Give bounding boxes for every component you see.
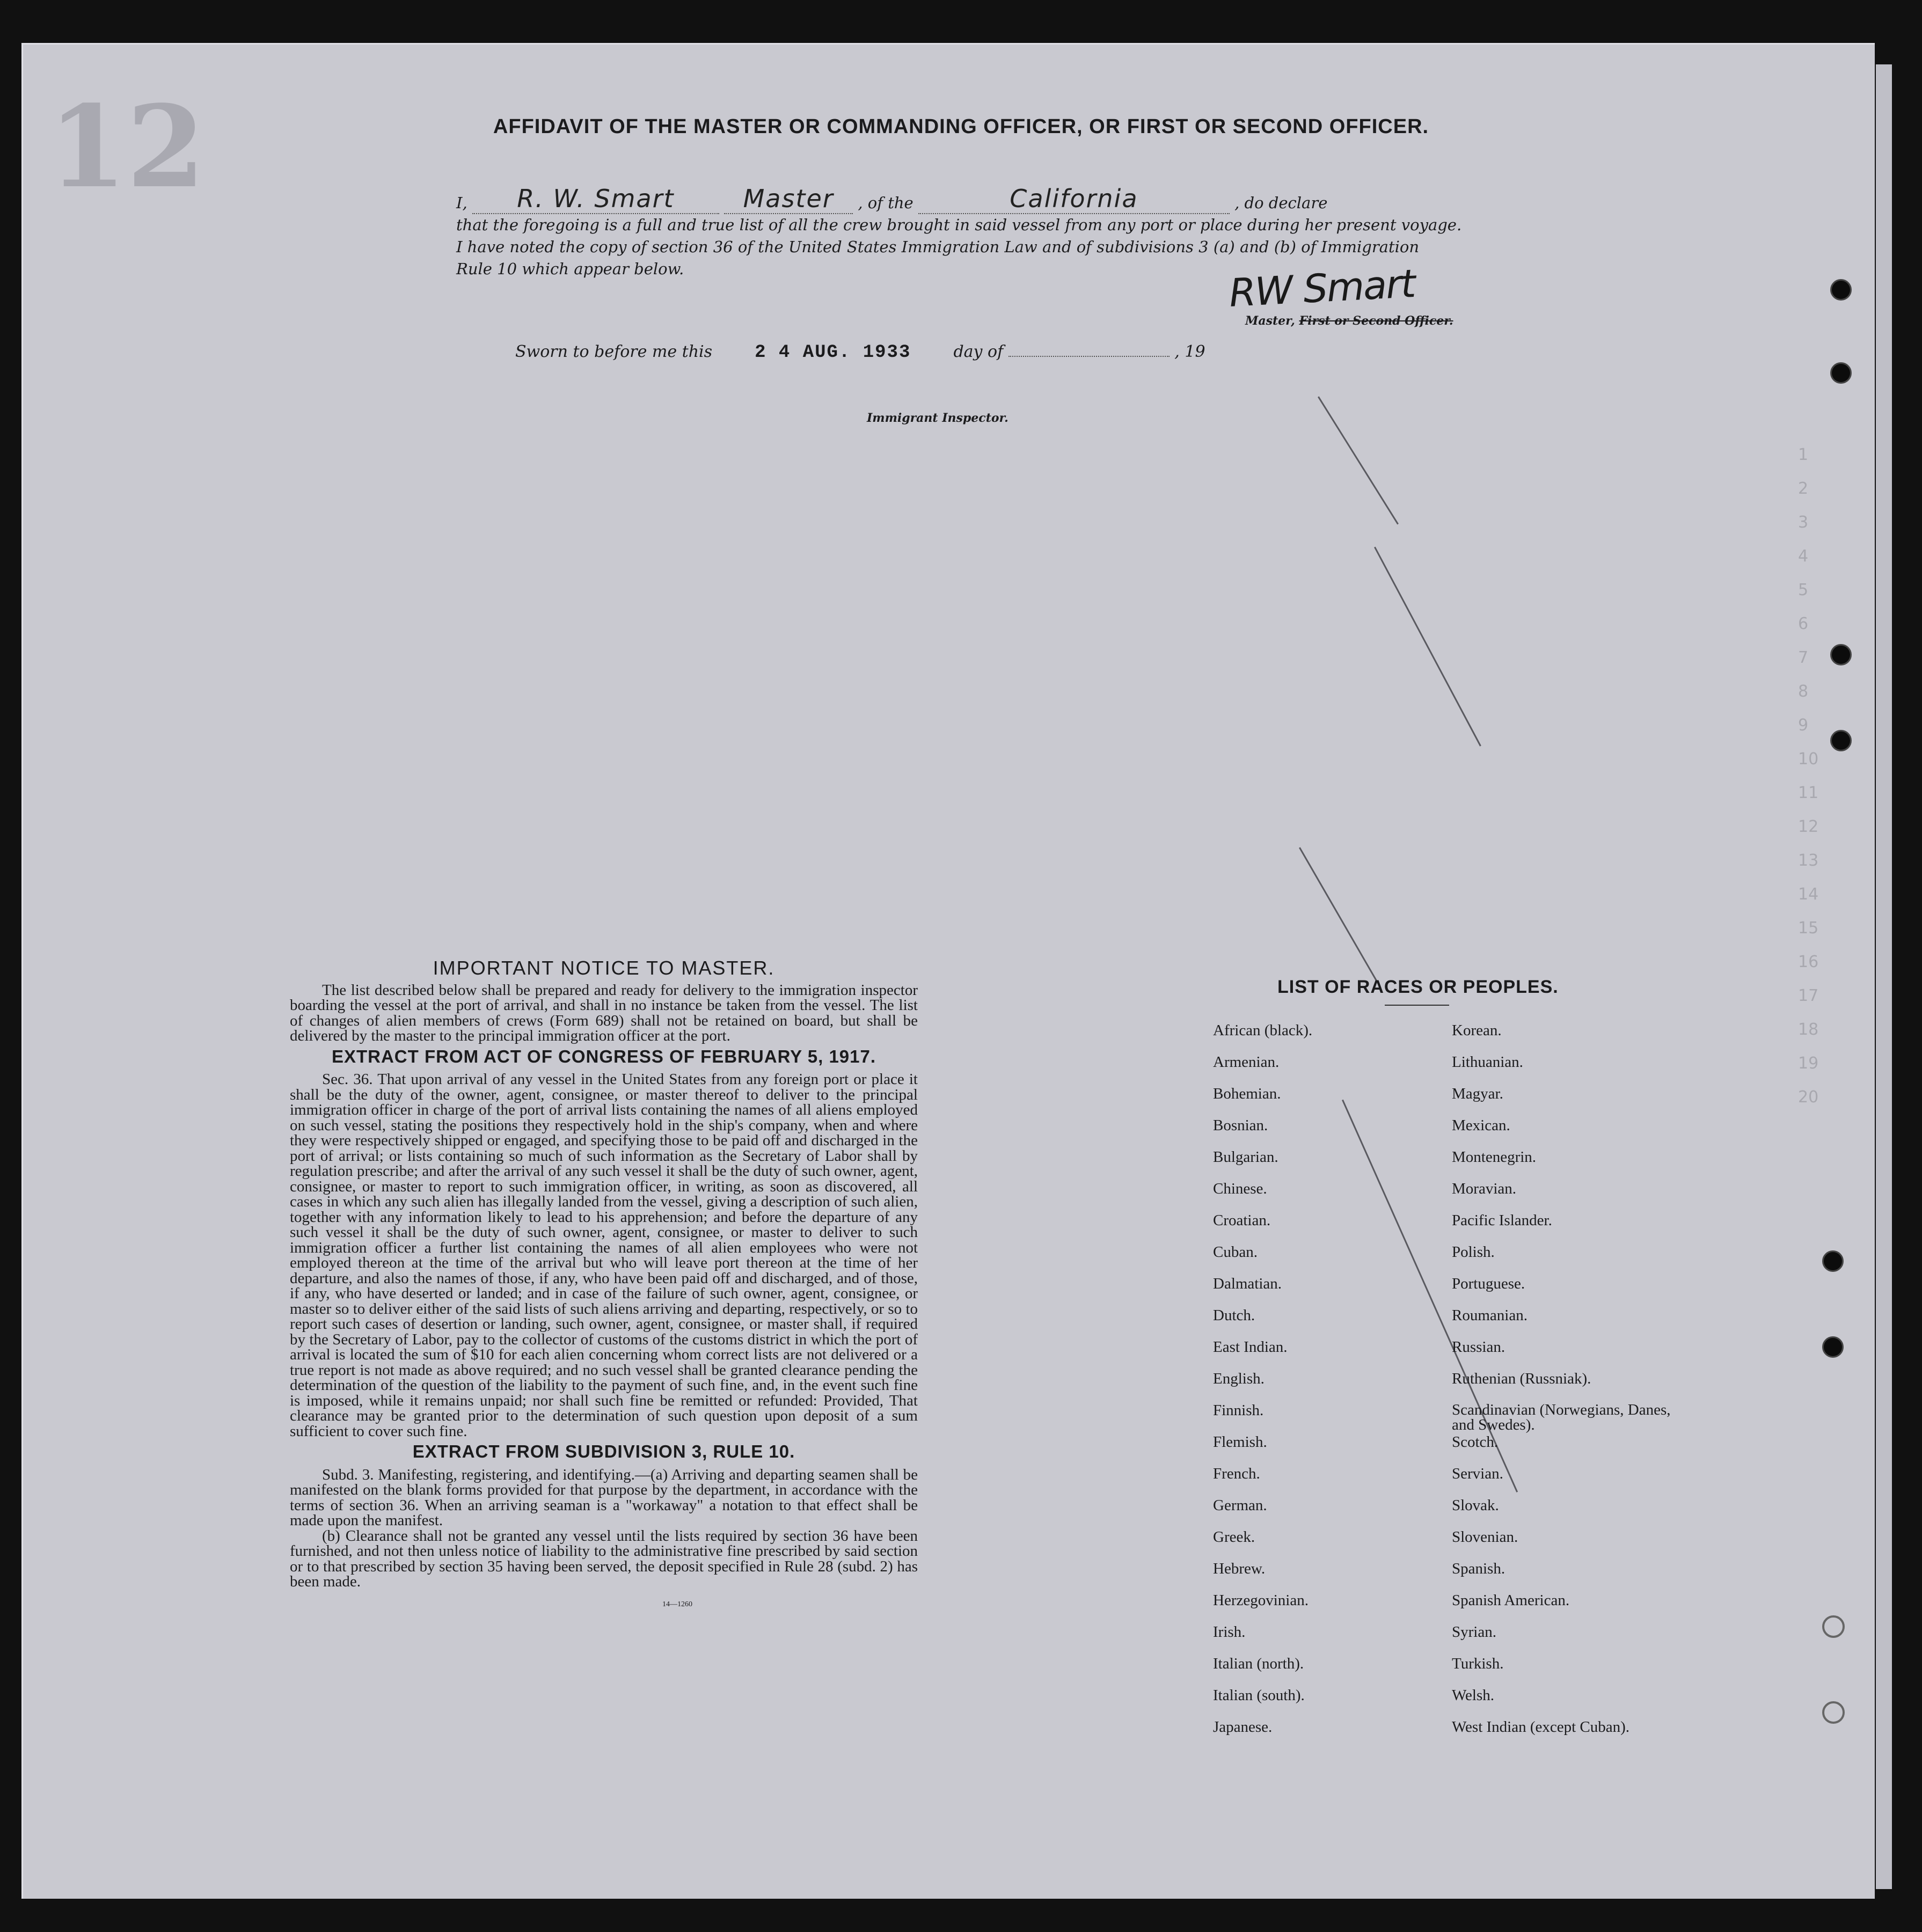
day-of-label: day of <box>953 342 1004 361</box>
inspector-caption: Immigrant Inspector. <box>867 411 1008 425</box>
declaration-line-2: that the foregoing is a full and true list of all the crew brought in said vessel from any port or place during her present voyage. <box>456 216 1462 234</box>
race-item: East Indian. <box>1213 1338 1288 1356</box>
race-item: Armenian. <box>1213 1053 1280 1071</box>
races-heading-rule <box>1385 1005 1449 1006</box>
master-name-field <box>472 184 719 214</box>
race-item: Pacific Islander. <box>1452 1212 1552 1229</box>
race-item: Slovenian. <box>1452 1528 1518 1546</box>
rule-extract-heading: EXTRACT FROM SUBDIVISION 3, RULE 10. <box>412 1441 795 1461</box>
affidavit-title: AFFIDAVIT OF THE MASTER OR COMMANDING OFFICER, OR FIRST OR SECOND OFFICER. <box>493 115 1429 138</box>
race-item: Finnish. <box>1213 1402 1264 1419</box>
race-item: Herzegovinian. <box>1213 1592 1309 1609</box>
race-item: Roumanian. <box>1452 1307 1528 1324</box>
race-item: Croatian. <box>1213 1212 1271 1229</box>
bleed-through-page-number: 12 <box>48 80 206 213</box>
race-item: Moravian. <box>1452 1180 1516 1197</box>
sworn-prefix: Sworn to before me this <box>515 342 713 361</box>
race-item: African (black). <box>1213 1022 1313 1039</box>
race-item: Chinese. <box>1213 1180 1267 1197</box>
race-item: Japanese. <box>1213 1718 1273 1736</box>
race-item: Syrian. <box>1452 1623 1496 1641</box>
race-item: Irish. <box>1213 1623 1246 1641</box>
binder-hole <box>1830 279 1852 301</box>
binder-ring <box>1822 1701 1845 1724</box>
race-item: French. <box>1213 1465 1260 1482</box>
race-item: Hebrew. <box>1213 1560 1266 1577</box>
race-item: Flemish. <box>1213 1433 1267 1451</box>
notice-heading: IMPORTANT NOTICE TO MASTER. <box>433 957 775 979</box>
race-item: Lithuanian. <box>1452 1053 1523 1071</box>
year-label: , 19 <box>1174 342 1205 361</box>
race-item: Cuban. <box>1213 1243 1258 1261</box>
race-item: Magyar. <box>1452 1085 1503 1102</box>
race-item: Welsh. <box>1452 1687 1495 1704</box>
section-36-text: Sec. 36. That upon arrival of any vessel in the United States from any foreign port or place it shall be the duty of the owner, agent, consignee, or master thereof to deliver to the principal immigration officer in charge of the port of arrival lists containing the names of all aliens employed on such vessel, stating the positions they respectively hold in the ship's company, when and where they were respectively shipped or engaged, and specifying those to be paid off and discharged in the port of arrival; or lists containing so much of such information as the Secretary of Labor shall by regulation prescribe; and after the arrival of any such vessel it shall be the duty of such owner, agent, consignee, or master to report to such immigration officer, in writing, as soon as discovered, all cases in which any such alien has illegally landed from the vessel, giving a description of such alien, together with any information likely to lead to his apprehension; and before the departure of any such vessel it shall be the duty of such owner, agent, consignee, or master to deliver to such immigration officer a further list containing the names of all alien employees who were not employed thereon at the time of the arrival but who will leave port thereon at the time of her departure, and also the names of those, if any, who have been paid off and discharged, and of those, if any, who have deserted or landed; and in case of the failure of such owner, agent, consignee, or master so to deliver either of the said lists of such aliens arriving and departing, respectively, or so to report such cases of desertion or landing, such owner, agent, consignee, or master shall, if required by the Secretary of Labor, pay to the collector of customs of the customs district in which the port of arrival is located the sum of $10 for each alien concerning whom correct lists are not delivered or a true report is not made as above required; and no such vessel shall be granted clearance pending the determination of the question of the liability to the payment of such fine, and, in the event such fine is imposed, while it remains unpaid; nor shall such fine be remitted or refunded: Provided, That clearance may be granted prior to the determination of such question upon deposit of a sum sufficient to cover such fine. <box>290 1071 918 1440</box>
binder-hole <box>1830 730 1852 751</box>
binder-hole <box>1822 1250 1844 1272</box>
subdivision-3b-text: (b) Clearance shall not be granted any vessel until the lists required by section 36 have been furnished, and not then unless notice of liability to the administrative fine prescribed by said section or to that prescribed by section 35 having been served, the deposit specified in Rule 28 (subd. 2) has been made. <box>290 1527 918 1590</box>
signature-caption <box>1245 314 1453 328</box>
master-name-handwritten: R. W. Smart <box>517 184 675 213</box>
vessel-name-field <box>918 184 1230 214</box>
of-the-label: , of the <box>858 194 914 212</box>
race-item: Scotch. <box>1452 1433 1499 1451</box>
binder-ring <box>1822 1615 1845 1638</box>
race-item: Ruthenian (Russniak). <box>1452 1370 1591 1387</box>
race-item: Portuguese. <box>1452 1275 1525 1292</box>
race-item: Bohemian. <box>1213 1085 1281 1102</box>
form-printer-mark: 14—1260 <box>662 1600 692 1608</box>
master-signature: RW Smart <box>1228 261 1416 316</box>
race-item: Scandinavian (Norwegians, Danes, and Swedes). <box>1452 1401 1671 1433</box>
signature-caption-master: Master, <box>1245 314 1295 328</box>
page-edge-stack <box>1876 64 1892 1889</box>
month-field <box>1008 356 1170 357</box>
race-item: Spanish. <box>1452 1560 1506 1577</box>
position-field <box>724 184 853 214</box>
bleed-through-row-numbers: 1 2 3 4 5 6 7 8 9 10 11 12 13 14 15 16 17 18 19 20 <box>1798 445 1819 1107</box>
race-item: Turkish. <box>1452 1655 1504 1672</box>
race-item: Servian. <box>1452 1465 1503 1482</box>
binder-hole <box>1830 362 1852 384</box>
race-item: German. <box>1213 1497 1267 1514</box>
race-item: Greek. <box>1213 1528 1255 1546</box>
notice-paragraph: The list described below shall be prepared and ready for delivery to the immigration inspector boarding the vessel at the port of arrival, and shall in no instance be taken from the vessel. The list of changes of alien members of crews (Form 689) shall not be retained on board, but shall be delivered by the master to the principal immigration officer at the port. <box>290 981 918 1044</box>
race-item: Bulgarian. <box>1213 1148 1278 1166</box>
race-item: Russian. <box>1452 1338 1506 1356</box>
race-item: Polish. <box>1452 1243 1495 1261</box>
race-item: English. <box>1213 1370 1265 1387</box>
race-item: Slovak. <box>1452 1497 1499 1514</box>
race-item: Mexican. <box>1452 1117 1510 1134</box>
binder-hole <box>1830 644 1852 665</box>
position-handwritten: Master <box>743 184 834 213</box>
declaration-line-3: I have noted the copy of section 36 of the United States Immigration Law and of subdivisions 3 (a) and (b) of Immigration <box>456 238 1420 256</box>
race-item: Korean. <box>1452 1022 1502 1039</box>
declaration-i: I, <box>456 194 467 212</box>
binder-hole <box>1822 1336 1844 1358</box>
declaration-line-1 <box>456 184 1487 214</box>
race-item: Dutch. <box>1213 1307 1255 1324</box>
do-declare-label: , do declare <box>1234 194 1328 212</box>
declaration-line-4: Rule 10 which appear below. <box>456 260 684 278</box>
race-item: Montenegrin. <box>1452 1148 1537 1166</box>
sworn-line <box>515 342 1205 363</box>
race-item: Italian (north). <box>1213 1655 1304 1672</box>
races-right-column <box>1452 1022 1693 1751</box>
race-item: Italian (south). <box>1213 1687 1305 1704</box>
vessel-name-handwritten: California <box>1010 184 1138 213</box>
notice-section <box>290 957 918 1612</box>
race-item: Spanish American. <box>1452 1592 1570 1609</box>
act-extract-heading: EXTRACT FROM ACT OF CONGRESS OF FEBRUARY 5, 1917. <box>331 1046 876 1066</box>
race-item: Bosnian. <box>1213 1117 1268 1134</box>
date-stamp: 2 4 AUG. 1933 <box>755 342 911 363</box>
signature-caption-struck: First or Second Officer. <box>1299 314 1453 328</box>
race-item: West Indian (except Cuban). <box>1452 1718 1630 1736</box>
races-left-column <box>1213 1022 1438 1751</box>
race-item: Dalmatian. <box>1213 1275 1282 1292</box>
subdivision-3a-text: Subd. 3. Manifesting, registering, and identifying.—(a) Arriving and departing seamen shall be manifested on the blank forms provided for that purpose by the department, in accordance with the terms of section 36. When an arriving seaman is a "workaway" a notation to that effect shall be made upon the manifest. <box>290 1466 918 1529</box>
races-heading: LIST OF RACES OR PEOPLES. <box>1277 977 1559 997</box>
